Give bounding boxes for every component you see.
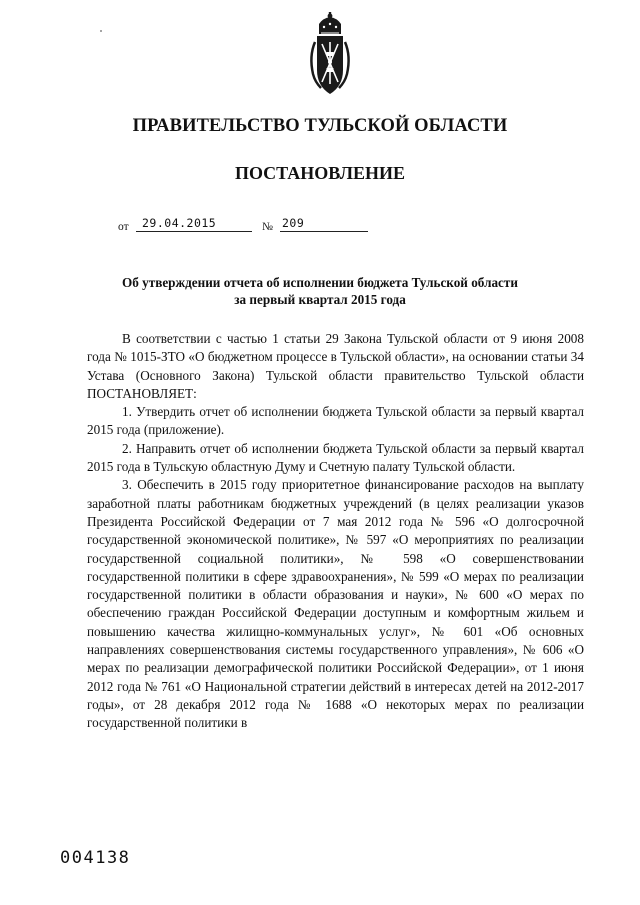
- body-paragraph: 3. Обеспечить в 2015 году приоритетное финансирование расходов на выплату заработной платы работникам бюджетных учреждений (в целях реализации указов Президента Российской Федерации от 7 мая 2012 года № 596 «О долгосрочной государственной экономической политике», № 597 «О мероприятиях по реализации государственной социальной политики», № 598 «О совершенствовании государственной политики в сфере здравоохранения», № 599 «О мерах по реализации государственной политики в области образования и науки», № 600 «О мерах по обеспечению граждан Российской Федерации доступным и комфортным жильем и повышению качества жилищно-коммунальных услуг», № 601 «Об основных направлениях совершенствования системы государственного управления», № 606 «О мерах по реализации демографической политики Российской Федерации», от 1 июня 2012 года № 761 «О Национальной стратегии действий в интересах детей на 2012-2017 годы», от 28 декабря 2012 года № 1688 «О некоторых мерах по реализации государственной политики в: [87, 477, 584, 731]
- number-label: №: [262, 221, 273, 233]
- document-date: 29.04.2015: [136, 216, 252, 232]
- document-subject: [60, 274, 580, 308]
- scan-speck: [100, 30, 102, 32]
- tula-coat-of-arms-icon: [305, 12, 355, 98]
- document-number: 209: [280, 216, 368, 232]
- government-title: ПРАВИТЕЛЬСТВО ТУЛЬСКОЙ ОБЛАСТИ: [132, 116, 508, 136]
- serial-number: 004138: [60, 848, 131, 868]
- date-label: от: [118, 221, 129, 233]
- subject-line: за первый квартал 2015 года: [234, 292, 406, 307]
- body-paragraph: 1. Утвердить отчет об исполнении бюджета Тульской области за первый квартал 2015 года (приложение).: [87, 404, 584, 438]
- body-paragraph: 2. Направить отчет об исполнении бюджета Тульской области за первый квартал 2015 года в Тульскую областную Думу и Счетную палату Тульской области.: [87, 440, 584, 475]
- document-meta: [118, 216, 378, 236]
- document-body: [87, 330, 584, 733]
- body-paragraph: В соответствии с частью 1 статьи 29 Закона Тульской области от 9 июня 2008 года № 1015-ЗТО «О бюджетном процессе в Тульской области», на основании статьи 34 Устава (Основного Закона) Тульской области правительство Тульской области ПОСТАНОВЛЯЕТ:: [87, 331, 584, 401]
- subject-line: Об утверждении отчета об исполнении бюджета Тульской области: [121, 275, 518, 290]
- document-type: ПОСТАНОВЛЕНИЕ: [234, 163, 406, 183]
